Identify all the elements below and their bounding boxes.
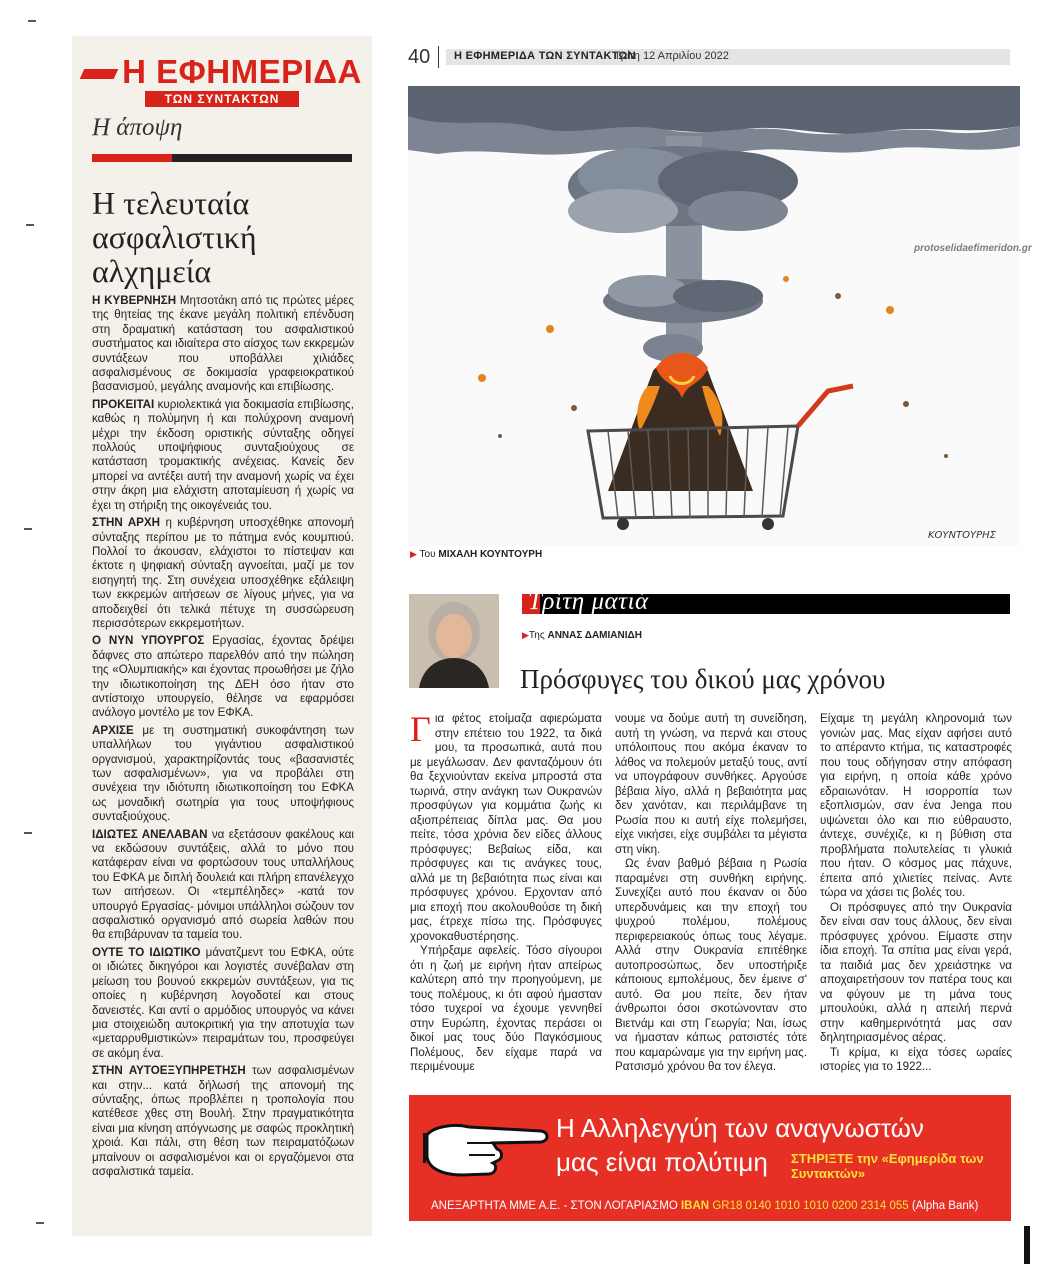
page-number: 40 xyxy=(408,46,431,68)
newspaper-logo xyxy=(72,54,372,108)
cartoon-signature: ΚΟΥΝΤΟΥΡΗΣ xyxy=(928,530,996,541)
author-portrait xyxy=(409,594,499,688)
article-paragraph: νουμε να δούμε αυτή τη συνείδηση, αυτή τη γνώση, να περνά και στους υπόλοιπους που ακόμα έκαναν το λάθος να πολεμούν μεταξύ τους, αντί να υπογράφουν συνθήκες. Αργούσε βέβαια λίγο, αλλά η βεβαιότητα μας δεν χανόταν, και περιλάμβανε τη Ρωσία που κι αυτή είχε πολεμήσει, είχε νικήσει, είχε συμβάλει τα μέγιστα στη νίκη. xyxy=(615,712,807,856)
page-header xyxy=(408,46,1010,68)
ad-support-text: ΣΤΗΡΙΞΤΕ την «Εφημερίδα των Συντακτών» xyxy=(791,1151,984,1181)
article-column-3 xyxy=(820,712,1012,1075)
article-paragraph: Είχαμε τη μεγάλη κληρονομιά των γονιών μας. Μας είχαν αφήσει αυτό το απέραντο κτήμα, τις καταστροφές που τους οδήγησαν στην απόφαση για ειρήνη, η οποία κάθε χρόνο εδραιωνόταν. Η ισορροπία των εξοπλισμών, σαν ένα Jenga που υψώνεται όλο και πιο εύθραυστο, άντεχε, συνέχιζε, κι η βύθιση στα προβλήματα πολυτελείας τι γλυκιά που ήταν. Ο κόσμος μας πάχυνε, έπειτα από χιλιετίες πείνας. Αντε τώρα να χάσει τις βολές του. xyxy=(820,712,1012,899)
column-author: ▶Της ΑΝΝΑΣ ΔΑΜΙΑΝΙΔΗ xyxy=(522,630,642,641)
column-rubric: Τρίτη ματιά xyxy=(528,588,649,615)
header-divider xyxy=(438,46,439,68)
scan-mark xyxy=(26,224,34,226)
ad-headline: Η Αλληλεγγύη των αναγνωστών xyxy=(556,1113,924,1143)
section-divider-accent xyxy=(92,154,172,162)
scan-mark xyxy=(36,1222,44,1224)
cartoon-illustration xyxy=(408,86,1020,546)
article-paragraph: Για φέτος ετοίμαζα αφιερώματα στην επέτειο του 1922, τα δικά μου, τα προσωπικά, αυτά που με μεγάλωσαν. Δεν φανταζόμουν ότι θα ξεχνιούνταν εκείνα μπροστά στα τωρινά, στην ανάγκη των Ουκρανών προσφύγων για κομμάτια ζωής κι αξιοπρέπειας δίπλα μας. Θα μου πείτε, τόσα χρόνια δεν είδες άλλους πρόσφυγες; Βεβαίως είδα, και πρόσφυγες και τις ανάγκες τους, αλλά με τη βεβαιότητα πως είναι και πρόσφυγες χρόνου. Ερχονταν από μια εποχή που ακολουθούσε τη δική μας, έτρεχε πίσω της. Πρόσφυγες χρονοκαθυστέρησης. xyxy=(410,709,602,943)
editorial-paragraph: ΟΥΤΕ ΤΟ ΙΔΙΩΤΙΚΟ μάνατζμεντ του ΕΦΚΑ, ούτε οι ιδιώτες δικηγόροι και λογιστές συνέβαλαν στη μείωση του βουνού εκκρεμών συντάξεων, για τις οποίες η κυβέρνηση λογοδοτεί και στους δανειστές. Και αντί ο αρμόδιος υπουργός να κάνει μια στοιχειώδη αυτοκριτική για την αποτυχία των «μεταρρυθμιστικών» πειραμάτων του, προσφεύγει σε ακόμη ένα. xyxy=(92,945,354,1060)
editorial-paragraph: ΠΡΟΚΕΙΤΑΙ κυριολεκτικά για δοκιμασία επιβίωσης, καθώς η πολύμηνη ή και πολύχρονη αναμονή μέχρι την έκδοση οριστικής σύνταξης οδηγεί πολλούς υποψήφιους συνταξιούχους σε κατάσταση τρομακτικής ανέχειας. Κανείς δεν μπορεί να αντέξει αυτή την αναμονή χωρίς να έχει στην άκρη μια ελάχιστη αποταμίευση ή χωρίς να έχει τη στήριξη της οικογένειάς του. xyxy=(92,397,354,512)
pointing-hand-icon xyxy=(423,1113,553,1183)
logo-sub-text: ΤΩΝ ΣΥΝΤΑΚΤΩΝ xyxy=(145,91,300,107)
author-name: ΑΝΝΑΣ ΔΑΜΙΑΝΙΔΗ xyxy=(547,630,642,641)
section-label: Η άποψη xyxy=(92,114,183,141)
editorial-column xyxy=(72,36,372,1236)
editorial-title: Η τελευταία ασφαλιστική αλχημεία xyxy=(92,185,257,289)
volcano-cart-drawing xyxy=(408,86,1020,546)
editorial-paragraph: ΑΡΧΙΣΕ με τη συστηματική συκοφάντηση των υπαλλήλων του γιγάντιου ασφαλιστικού οργανισμού, χαρακτηρίζοντάς τους «βασανιστές των ασφαλισμένων», για να προβάλει στη συνέχεια την ιδιότυπη ιδιωτικοποίηση του ΕΦΚΑ ως μοναδική σωτηρία για τους υποψήφιους συνταξιούχους. xyxy=(92,723,354,824)
dropcap: Γ xyxy=(410,709,431,749)
article-title: Πρόσφυγες του δικού μας χρόνου xyxy=(520,664,886,694)
watermark: protoselidaefimeridon.gr xyxy=(914,243,1032,254)
edge-mark xyxy=(1024,1226,1030,1264)
editorial-paragraph: Ο ΝΥΝ ΥΠΟΥΡΓΟΣ Εργασίας, έχοντας δρέψει δάφνες στο απώτερο παρελθόν από την πώληση της «Ολυμπιακής» και έχοντας προωθήσει με ζήλο την ιδιωτικοποίηση της ΔΕΗ όσο ήταν στο αντίστοιχο υπουργείο, θέλησε να εφαρμόσει ανάλογο μοντέλο με τον ΕΦΚΑ. xyxy=(92,634,354,720)
cartoonist-name: ΜΙΧΑΛΗ ΚΟΥΝΤΟΥΡΗ xyxy=(438,549,543,560)
header-paper-name: Η ΕΦΗΜΕΡΙΔΑ ΤΩΝ ΣΥΝΤΑΚΤΩΝ xyxy=(454,50,636,62)
ad-subheadline: μας είναι πολύτιμη xyxy=(556,1147,768,1177)
editorial-body xyxy=(92,294,354,1182)
scan-mark xyxy=(24,528,32,530)
logo-main-text: Η ΕΦΗΜΕΡΙΔΑ xyxy=(122,53,362,90)
author-photo xyxy=(409,594,499,688)
scan-mark xyxy=(24,832,32,834)
article-column-1 xyxy=(410,709,602,1075)
header-date: Τρίτη 12 Απριλίου 2022 xyxy=(614,50,729,62)
cartoon-credit: ▶ Του ΜΙΧΑΛΗ ΚΟΥΝΤΟΥΡΗ xyxy=(410,549,543,560)
ad-bank-details: ΑΝΕΞΑΡΤΗΤΑ ΜΜΕ Α.Ε. - ΣΤΟΝ ΛΟΓΑΡΙΑΣΜΟ IBAN GR18 0140 1010 1010 0200 2314 055 (Alpha Bank) xyxy=(431,1200,979,1212)
editorial-paragraph: ΣΤΗΝ ΑΥΤΟΕΞΥΠΗΡΕΤΗΣΗ των ασφαλισμένων και στην... κατά δήλωσή της απονομή της σύνταξης, όπως προβλέπει η τροπολογία που κατέθεσε χθες στη Βουλή. Στην πραγματικότητα είναι μια κίνηση απόγνωσης με σαφώς προκλητική χροιά. Και πάλι, στη θέση των πειραματόζωων μπαίνουν οι ασφαλισμένοι και οι εργαζόμενοι στα ασφαλιστικά ταμεία. xyxy=(92,1064,354,1178)
scan-mark xyxy=(28,20,36,22)
article-paragraph: Τι κρίμα, κι είχα τόσες ωραίες ιστορίες για το 1922... xyxy=(820,1045,1012,1073)
article-paragraph: Υπήρξαμε αφελείς. Τόσο σίγουροι ότι η ζωή με ειρήνη ήταν απείρως καλύτερη από την προηγούμενη, με τους πολέμους, κι ότι αφού ήμασταν τόσο τυχεροί να έχουμε γεννηθεί στην Ευρώπη, έχοντας περάσει οι δικοί μας τους δύο Παγκόσμιους Πολέμους, δεν είχαμε παρά να περιμένουμε xyxy=(410,944,602,1073)
solidarity-ad[interactable] xyxy=(409,1095,1011,1221)
editorial-paragraph: Η ΚΥΒΕΡΝΗΣΗ Μητσοτάκη από τις πρώτες μέρες της θητείας της έκανε μεγάλη πολιτική επένδυση στη δραματική κατάσταση του ασφαλιστικού συστήματος και ιδιαίτερα στο αίσχος των εκκρεμών συντάξεων που υποβάλλει χιλιάδες ασφαλισμένους σε δοκιμασία γραφειοκρατικού βασανισμού, μεγάλης αναμονής και επιβίωσης. xyxy=(92,294,354,394)
article-paragraph: Ως έναν βαθμό βέβαια η Ρωσία παραμένει στη συνθήκη ειρήνης. Συνεχίζει αυτό που έκαναν οι δύο υπερδυνάμεις και την εποχή του ψυχρού πολέμου, πολέμους περιφερειακούς όπως τους λέγαμε. Αλλά στην Ουκρανία επιτέθηκε αυτοπροσώπως, δεν υποστήριξε κάποιους εμπολέμους, δεν έμεινε σ' αυτό. Θα μου πείτε, δεν ήταν άνθρωποι όσοι σκοτώνονταν στο Βιετνάμ και στη Γεωργία; Ναι, ίσως να ήμασταν κάπως ρατσιστές τότε που καμαρώναμε για την ειρήνη μας. Ρατσισμό χρόνου θα τον έλεγα. xyxy=(615,857,807,1073)
editorial-paragraph: ΙΔΙΩΤΕΣ ΑΝΕΛΑΒΑΝ να εξετάσουν φακέλους και να εκδώσουν συντάξεις, αλλά το μόνο που κατάφεραν είναι να φορτώσουν τους υπαλλήλους του ΕΦΚΑ με διπλή δουλειά και πλήρη επανέλεγχο των αιτήσεων. Οι «τεμπέληδες» -κατά τον υπουργό Εργασίας- μόνιμοι υπάλληλοι σώζουν τον ασφαλιστικό οργανισμό από σωρεία λαθών που θα επιβάρυναν τα ταμεία του. xyxy=(92,827,354,942)
iban-number: GR18 0140 1010 1010 0200 2314 055 xyxy=(712,1200,909,1212)
article-paragraph: Οι πρόσφυγες από την Ουκρανία δεν είναι σαν τους άλλους, δεν είναι πρόσφυγες χρόνου. Είμαστε στην ίδια εποχή. Τα σπίτια μας είναι γερά, τα παιδιά μας δεν χρειάστηκε να αποχαιρετήσουν τον πατέρα τους και να φύγουν με τη μάνα τους μπουλούκι, αλλά η απειλή περνά στην καθημερινότητά μας σαν δηλητηριασμένος αέρας. xyxy=(820,900,1012,1044)
editorial-paragraph: ΣΤΗΝ ΑΡΧΗ η κυβέρνηση υποσχέθηκε απονομή σύνταξης περίπου με το πάτημα ενός κουμπιού. Πολλοί το άκουσαν, ελάχιστοι το πίστεψαν και έκτοτε η ψηφιακή σύνταξη αγνοείται, μαζί με τον εισηγητή της. Στη συνέχεια υποσχέθηκε εξάλειψη των εκκρεμών αιτήσεων σε λίγους μήνες, για να αποδειχθεί ότι τελικά πέτυχε τη συσσώρευση περισσότερων εκκρεμοτήτων. xyxy=(92,516,354,630)
article-column-2 xyxy=(615,712,807,1075)
